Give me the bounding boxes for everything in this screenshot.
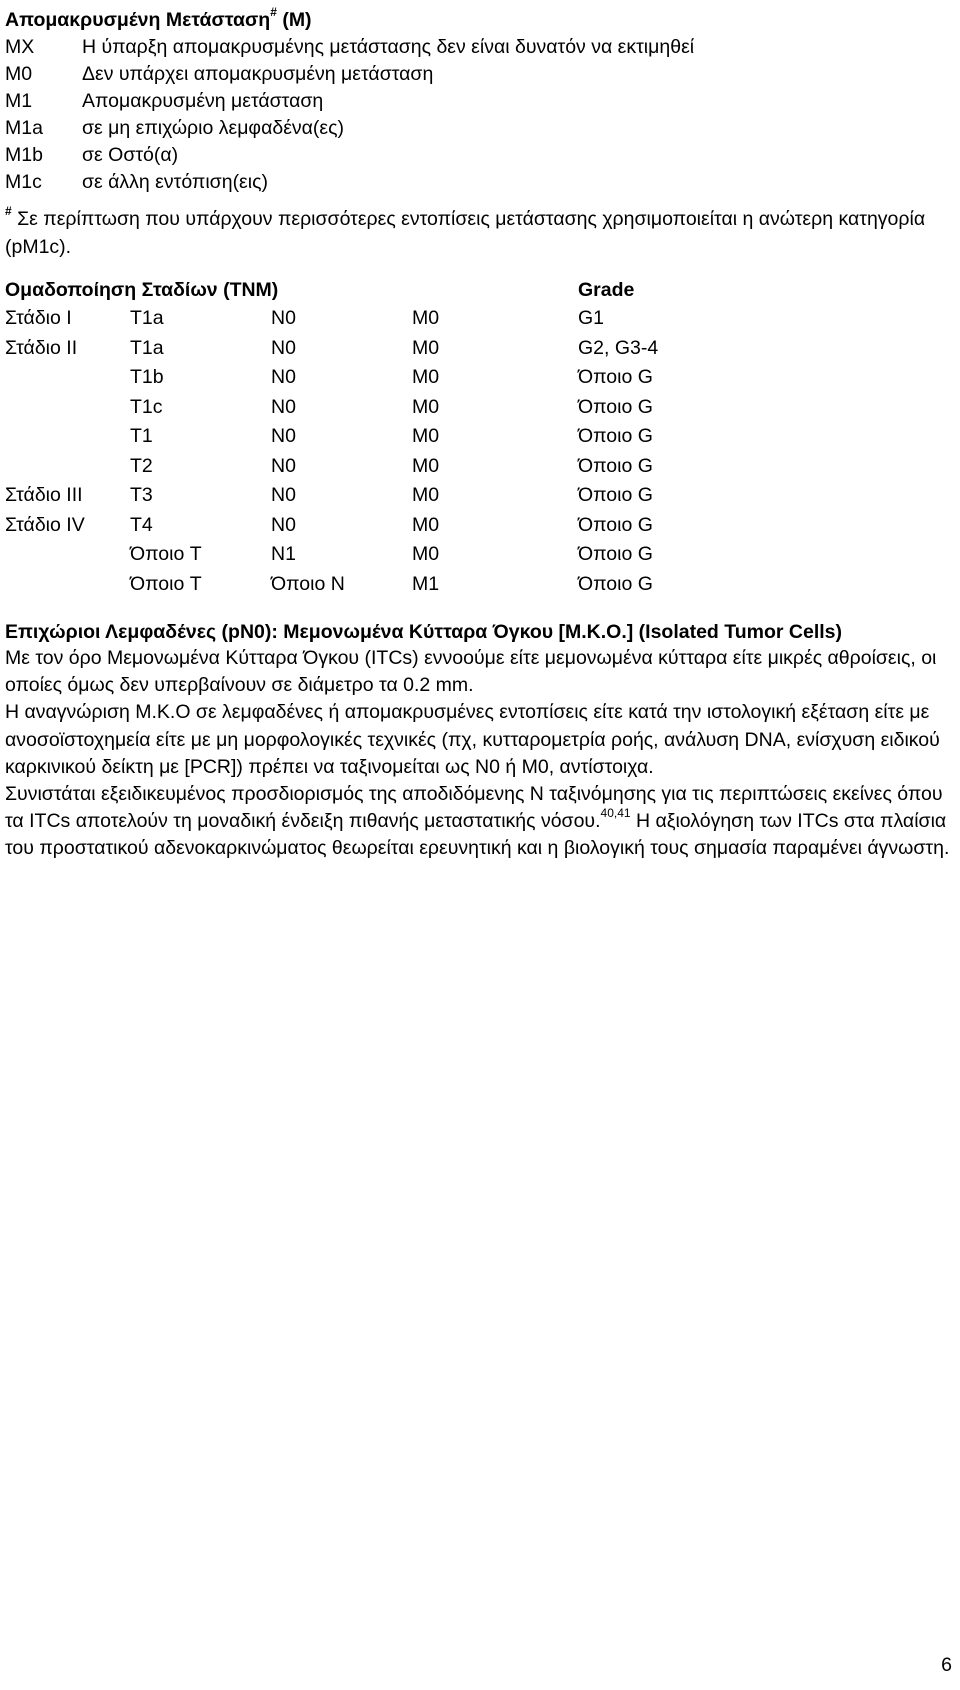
footnote-mark: #	[5, 203, 12, 218]
metastasis-row	[5, 61, 955, 88]
grade-cell: Όποιο G	[578, 543, 653, 565]
document-page	[5, 0, 955, 863]
n-cell: N1	[271, 543, 296, 565]
t-cell: T1	[130, 425, 153, 447]
t-cell: T2	[130, 454, 153, 477]
n-cell: N0	[271, 307, 296, 329]
staging-table	[5, 304, 955, 599]
itc-heading: Επιχώριοι Λεμφαδένες (pN0): Μεμονωμένα Κύτταρα Όγκου [Μ.Κ.Ο.] (Isolated Tumor Cells)	[5, 621, 842, 643]
stage-cell	[5, 393, 130, 423]
grade-cell: Όποιο G	[578, 513, 653, 536]
metastasis-row	[5, 142, 955, 169]
stage-cell: Στάδιο III	[5, 484, 83, 506]
grade-cell: Όποιο G	[578, 425, 653, 447]
t-cell: T4	[130, 513, 153, 536]
itc-paragraph-3-text-b: Η αξιολόγηση των ITCs στα πλαίσια του προστατικού αδενοκαρκινώματος θεωρείται ερευνητική και η βιολογική τους σημασία παραμένει άγνωστη.	[5, 810, 950, 860]
stage-cell: Στάδιο IV	[5, 513, 85, 536]
t-cell: Όποιο T	[130, 572, 202, 595]
n-cell: N0	[271, 484, 296, 506]
staging-row	[5, 511, 955, 541]
staging-row	[5, 540, 955, 570]
grade-cell: Όποιο G	[578, 454, 653, 477]
itc-paragraph-1: Με τον όρο Μεμονωμένα Κύτταρα Όγκου (ITCs) εννοούμε είτε μεμονωμένα κύτταρα είτε μικρές αθροίσεις, οι οποίες όμως δεν υπερβαίνουν σε διάμετρο τα 0.2 mm.	[5, 647, 937, 697]
metastasis-desc: Απομακρυσμένη μετάσταση	[82, 90, 324, 112]
metastasis-row	[5, 115, 955, 142]
n-cell: N0	[271, 454, 296, 477]
stage-cell: Στάδιο II	[5, 336, 78, 359]
stage-cell	[5, 422, 130, 452]
metastasis-code: M1a	[5, 117, 43, 139]
n-cell: N0	[271, 513, 296, 536]
metastasis-desc: Η ύπαρξη απομακρυσμένης μετάστασης δεν είναι δυνατόν να εκτιμηθεί	[82, 36, 695, 58]
m-cell: M0	[412, 484, 440, 506]
metastasis-heading	[5, 6, 955, 34]
metastasis-desc: σε Οστό(α)	[82, 144, 179, 166]
t-cell: T1c	[130, 395, 163, 418]
grade-cell: Όποιο G	[578, 395, 653, 418]
staging-row	[5, 422, 955, 452]
t-cell: T1a	[130, 336, 164, 359]
staging-row	[5, 452, 955, 482]
metastasis-desc: σε μη επιχώριο λεμφαδένα(ες)	[82, 117, 344, 139]
metastasis-code: M1c	[5, 171, 42, 193]
citation-ref: 40,41	[600, 805, 631, 820]
m-cell: M0	[412, 395, 440, 418]
m-cell: M0	[412, 513, 440, 536]
page-number: 6	[941, 1654, 952, 1676]
metastasis-footnote	[5, 203, 955, 261]
stage-cell	[5, 363, 130, 393]
staging-row	[5, 304, 955, 334]
metastasis-title-footnote-mark: #	[270, 4, 277, 19]
n-cell: N0	[271, 425, 296, 447]
grade-cell: Όποιο G	[578, 366, 653, 388]
t-cell: T3	[130, 484, 153, 506]
stage-cell	[5, 540, 130, 570]
metastasis-title: Απομακρυσμένη Μετάσταση	[5, 9, 271, 31]
t-cell: Όποιο T	[130, 543, 202, 565]
metastasis-code: M1	[5, 90, 33, 112]
grade-cell: G1	[578, 307, 605, 329]
stage-cell	[5, 452, 130, 482]
metastasis-row	[5, 169, 955, 196]
itc-paragraph-3-text-a: Συνιστάται εξειδικευμένος προσδιορισμός της αποδιδόμενης N ταξινόμησης για τις περιπτώσεις εκείνες όπου τα ITCs αποτελούν τη μοναδική ένδειξη πιθανής μεταστατικής νόσου.	[5, 783, 943, 833]
itc-paragraph-3	[5, 781, 955, 863]
metastasis-row	[5, 34, 955, 61]
staging-row	[5, 334, 955, 364]
staging-header	[5, 277, 955, 304]
m-cell: M0	[412, 454, 440, 477]
staging-title: Ομαδοποίηση Σταδίων (TNM)	[5, 279, 279, 301]
m-cell: M0	[412, 543, 440, 565]
metastasis-code: M0	[5, 63, 33, 85]
grade-header: Grade	[578, 279, 635, 301]
n-cell: Όποιο N	[271, 572, 345, 595]
metastasis-row	[5, 88, 955, 115]
metastasis-code: M1b	[5, 144, 43, 166]
t-cell: T1b	[130, 366, 164, 388]
m-cell: M0	[412, 366, 440, 388]
n-cell: N0	[271, 336, 296, 359]
m-cell: M0	[412, 425, 440, 447]
staging-row	[5, 481, 955, 511]
m-cell: M0	[412, 336, 440, 359]
t-cell: T1a	[130, 307, 164, 329]
n-cell: N0	[271, 395, 296, 418]
footnote-text: Σε περίπτωση που υπάρχουν περισσότερες εντοπίσεις μετάστασης χρησιμοποιείται η ανώτερη κατηγορία (pM1c).	[5, 208, 926, 258]
grade-cell: G2, G3-4	[578, 336, 659, 359]
stage-cell: Στάδιο I	[5, 307, 72, 329]
metastasis-desc: σε άλλη εντόπιση(εις)	[82, 171, 268, 193]
metastasis-desc: Δεν υπάρχει απομακρυσμένη μετάσταση	[82, 63, 434, 85]
metastasis-title-suffix: (M)	[276, 9, 312, 31]
staging-row	[5, 570, 955, 600]
stage-cell	[5, 570, 130, 600]
staging-row	[5, 363, 955, 393]
itc-paragraph-2: Η αναγνώριση Μ.Κ.Ο σε λεμφαδένες ή απομακρυσμένες εντοπίσεις είτε κατά την ιστολογική εξέταση είτε με ανοσοϊστοχημεία είτε με μη μορφολογικές τεχνικές (πχ, κυτταρομετρία ροής, ανάλυση DNA, ενίσχυση ειδικού καρκινικού δείκτη με [PCR]) πρέπει να ταξινομείται ως N0 ή M0, αντίστοιχα.	[5, 701, 940, 778]
m-cell: M1	[412, 572, 440, 595]
grade-cell: Όποιο G	[578, 484, 653, 506]
n-cell: N0	[271, 366, 296, 388]
staging-row	[5, 393, 955, 423]
grade-cell: Όποιο G	[578, 572, 653, 595]
m-cell: M0	[412, 307, 440, 329]
metastasis-list	[5, 34, 955, 196]
metastasis-code: MX	[5, 36, 35, 58]
